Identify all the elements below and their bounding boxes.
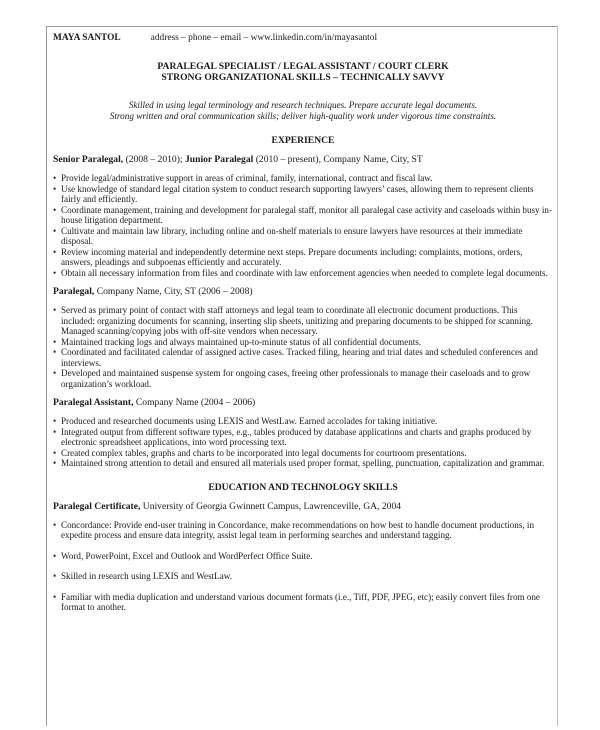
bullet-icon: • (53, 246, 57, 257)
job-bullets (53, 416, 553, 469)
job-heading (53, 397, 553, 408)
headline-line-1: PARALEGAL SPECIALIST / LEGAL ASSISTANT / COURT CLERK (157, 61, 449, 72)
bullet-icon: • (53, 225, 57, 236)
contact-details: address – phone – email – www.linkedin.com/in/mayasantol (150, 33, 378, 43)
bullet-icon: • (53, 173, 57, 183)
list-item: • Coordinated and facilitated calendar of assigned active cases. Tracked filing, hearing and trial dates and scheduled conferences and interviews. (53, 347, 538, 368)
bullet-icon: • (53, 426, 57, 437)
contact-line (53, 33, 553, 43)
job-heading (53, 154, 553, 165)
summary-line-2: Strong written and oral communication skills; deliver high-quality work under vigorous time constraints. (109, 111, 497, 121)
list-item: • Skilled in research using LEXIS and WestLaw. (53, 571, 232, 581)
applicant-name: MAYA SANTOL (53, 33, 121, 43)
list-item: • Obtain all necessary information from files and coordinate with law enforcement agencies when needed to complete legal documents. (53, 267, 548, 278)
resume-page (46, 26, 558, 726)
skills-bullets (53, 520, 553, 613)
list-item: • Familiar with media duplication and understand various document formats (i.e., Tiff, PDF, JPEG, etc); easily convert files from one format to another. (53, 591, 540, 612)
list-item: • Concordance: Provide end-user training in Concordance, make recommendations on how best to handle document productions, in expedite process and ensure data integrity, assist legal team in performing searches and understand tagging. (53, 519, 535, 540)
bullet-icon: • (53, 550, 57, 561)
list-item: • Created complex tables, graphs and charts to be incorporated into legal documents for courtroom presentations. (53, 447, 467, 458)
summary-line-1: Skilled in using legal terminology and research techniques. Prepare accurate legal documents. (128, 100, 478, 110)
bullet-icon: • (53, 336, 57, 347)
list-item: • Coordinate management, training and development for paralegal staff, monitor all paralegal case activity and caseloads within busy in-house litigation department. (53, 204, 552, 225)
list-item: • Produced and researched documents using LEXIS and WestLaw. Earned accolades for taking initiative. (53, 416, 438, 426)
list-item: • Integrated output from different software types, e.g., tables produced by database applications and charts and graphs produced by electronic spreadsheet applications, into word processing text. (53, 426, 532, 447)
bullet-icon: • (53, 204, 57, 215)
job-heading (53, 286, 553, 297)
list-item: • Maintained tracking logs and always maintained up-to-minute status of all confidential documents. (53, 336, 422, 347)
list-item: • Developed and maintained suspense system for ongoing cases, freeing other professionals to manage their caseloads and to grow organization’s workload. (53, 368, 531, 389)
bullet-icon: • (53, 368, 57, 378)
list-item: • Maintained strong attention to detail and ensured all materials used proper format, spelling, punctuation, capitalization and grammar. (53, 458, 545, 468)
headline-line-2: STRONG ORGANIZATIONAL SKILLS – TECHNICALLY SAVVY (161, 72, 445, 83)
bullet-icon: • (53, 305, 57, 315)
list-item: • Use knowledge of standard legal citation system to conduct research supporting lawyers’ cases, allowing them to represent clients fairly and efficiently. (53, 183, 534, 204)
education-heading: EDUCATION AND TECHNOLOGY SKILLS (208, 481, 398, 493)
bullet-icon: • (53, 458, 57, 468)
job-details: Company Name (2004 – 2006) (133, 397, 256, 408)
bullet-icon: • (53, 447, 57, 458)
job-details: (2010 – present), Company Name, City, ST (253, 154, 423, 165)
job-bullets (53, 173, 553, 278)
list-item: • Word, PowerPoint, Excel and Outlook and WordPerfect Office Suite. (53, 550, 313, 561)
job-bullets (53, 305, 553, 389)
list-item: • Cultivate and maintain law library, including online and on-shelf materials to ensure lawyers have resources at their immediate disposal. (53, 225, 523, 246)
experience-heading: EXPERIENCE (271, 135, 335, 146)
bullet-icon: • (53, 183, 57, 194)
list-item: • Review incoming material and independently determine next steps. Prepare documents including: complaints, motions, orders, answers, pleadings and subpoenas efficiently and accurately. (53, 246, 523, 267)
bullet-icon: • (53, 571, 57, 581)
job-details: Company Name, City, ST (2006 – 2008) (94, 286, 253, 297)
bullet-icon: • (53, 416, 57, 426)
bullet-icon: • (53, 591, 57, 602)
job-title: Paralegal Assistant, (53, 397, 134, 408)
bullet-icon: • (53, 347, 57, 357)
headline (53, 61, 553, 83)
job-title-2: Junior Paralegal (185, 154, 254, 165)
list-item: • Served as primary point of contact with staff attorneys and legal team to coordinate all electronic document productions. This included: organizing documents for scanning, inserting slip sheets, unitizing and preparing documents to be shipped for scanning. Managed scanning/copying jobs with off-site vendors when necessary. (53, 305, 533, 336)
list-item: • Provide legal/administrative support in areas of criminal, family, international, contract and fiscal law. (53, 173, 433, 183)
resume-content (53, 33, 553, 623)
job-dates: (2008 – 2010); (123, 154, 185, 165)
job-title: Paralegal, (53, 286, 95, 297)
certificate-title: Paralegal Certificate, (53, 500, 141, 512)
bullet-icon: • (53, 267, 57, 278)
summary (53, 100, 553, 122)
certificate-details: University of Georgia Gwinnett Campus, Lawrenceville, GA, 2004 (140, 500, 402, 512)
job-title: Senior Paralegal, (53, 154, 124, 165)
certificate-heading (53, 501, 553, 512)
bullet-icon: • (53, 519, 57, 530)
